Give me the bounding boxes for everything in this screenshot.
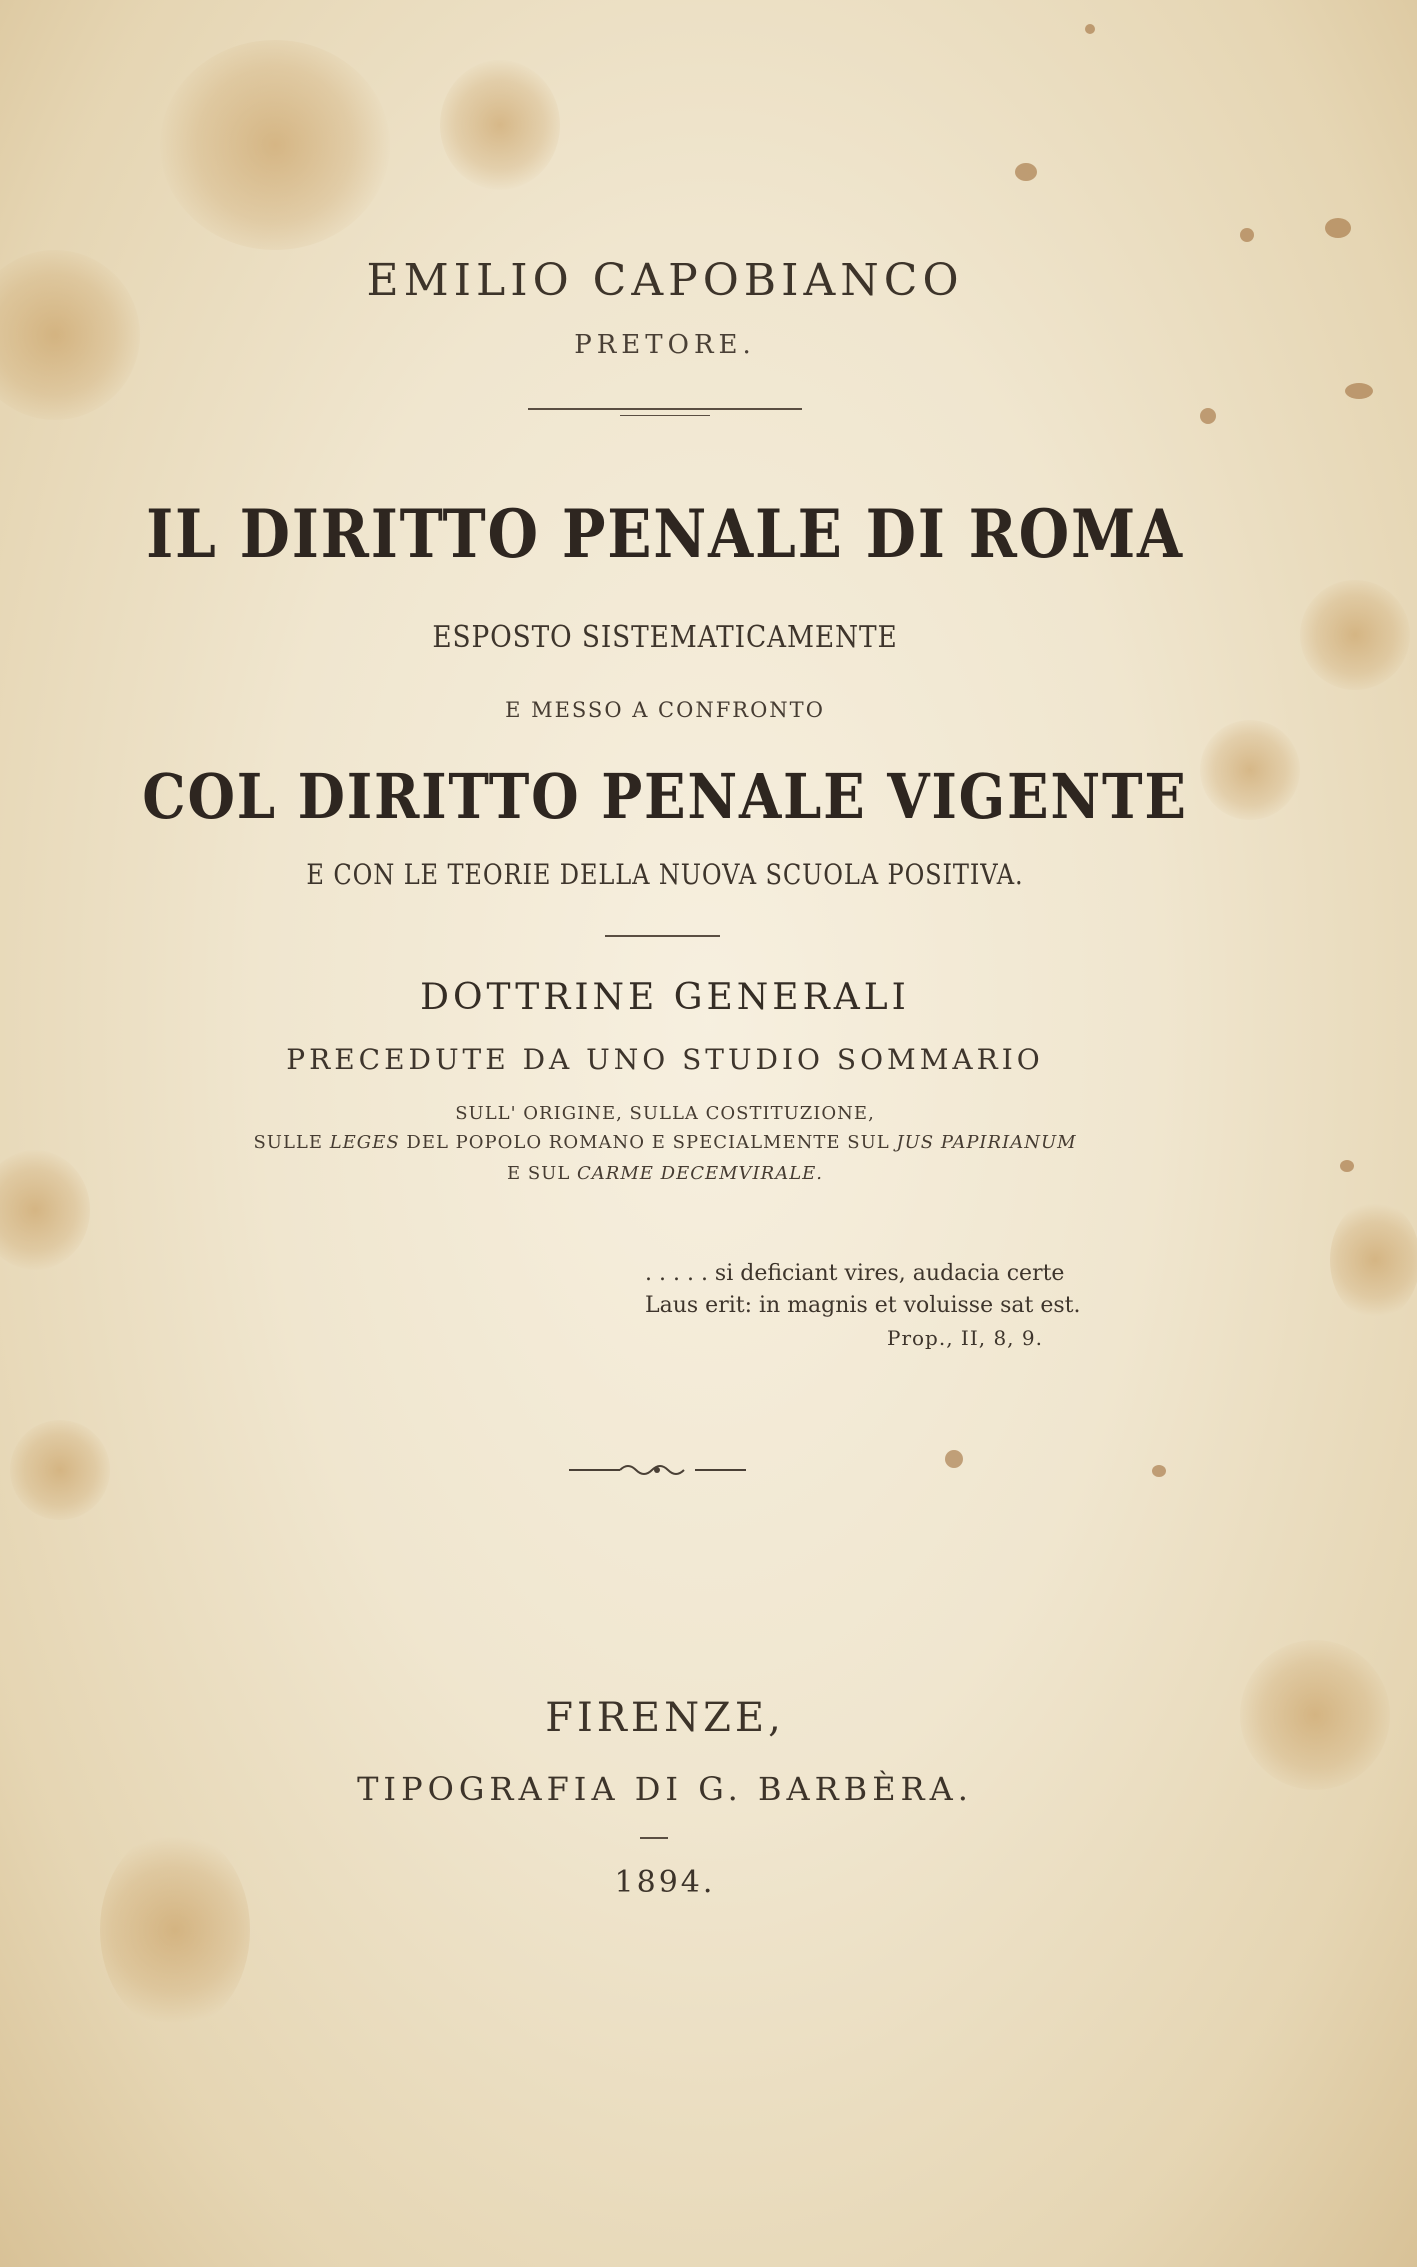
- foxing-stain: [1300, 580, 1410, 690]
- section-detail: E SUL CARME DECEMVIRALE.: [506, 1163, 824, 1184]
- section-heading: DOTTRINE GENERALI: [420, 977, 910, 1018]
- foxing-dot: [1085, 24, 1095, 34]
- foxing-dot: [1345, 383, 1373, 399]
- foxing-dot: [1340, 1160, 1354, 1172]
- foxing-stain: [100, 1830, 250, 2030]
- foxing-dot: [1325, 218, 1351, 238]
- foxing-stain: [160, 40, 390, 250]
- author-name: EMILIO CAPOBIANCO: [366, 255, 964, 306]
- epigraph: [645, 1258, 1081, 1354]
- foxing-dot: [1240, 228, 1254, 242]
- epigraph-citation: Prop., II, 8, 9.: [887, 1326, 1043, 1350]
- foxing-dot: [1015, 163, 1037, 181]
- imprint-year: 1894.: [614, 1865, 716, 1900]
- author-role: PRETORE.: [574, 330, 756, 360]
- foxing-dot: [945, 1450, 963, 1468]
- ornament-flourish: [565, 1458, 750, 1482]
- foxing-dot: [1152, 1465, 1166, 1477]
- subtitle-line: E CON LE TEORIE DELLA NUOVA SCUOLA POSITIVA.: [306, 858, 1024, 891]
- section-subheading: PRECEDUTE DA UNO STUDIO SOMMARIO: [286, 1043, 1044, 1076]
- imprint-city: FIRENZE,: [545, 1695, 785, 1741]
- foxing-stain: [10, 1420, 110, 1520]
- foxing-dot: [1200, 408, 1216, 424]
- epigraph-line: Laus erit: in magnis et voluisse sat est.: [645, 1293, 1081, 1318]
- epigraph-line: . . . . . si deficiant vires, audacia certe: [645, 1261, 1065, 1286]
- section-detail: SULL' ORIGINE, SULLA COSTITUZIONE,: [455, 1103, 875, 1124]
- foxing-stain: [1330, 1200, 1417, 1320]
- foxing-stain: [440, 60, 560, 190]
- divider-rule: [620, 415, 710, 416]
- section-detail: SULLE LEGES DEL POPOLO ROMANO E SPECIALMENTE SUL JUS PAPIRIANUM: [253, 1132, 1077, 1153]
- divider-rule: [528, 408, 802, 410]
- book-title-second: COL DIRITTO PENALE VIGENTE: [142, 760, 1188, 833]
- subtitle-line: ESPOSTO SISTEMATICAMENTE: [432, 620, 898, 655]
- imprint-publisher: TIPOGRAFIA DI G. BARBÈRA.: [357, 1770, 973, 1808]
- subtitle-line: E MESSO A CONFRONTO: [505, 698, 825, 722]
- divider-rule: [640, 1837, 668, 1839]
- book-title: IL DIRITTO PENALE DI ROMA: [146, 495, 1184, 573]
- divider-rule: [605, 935, 720, 937]
